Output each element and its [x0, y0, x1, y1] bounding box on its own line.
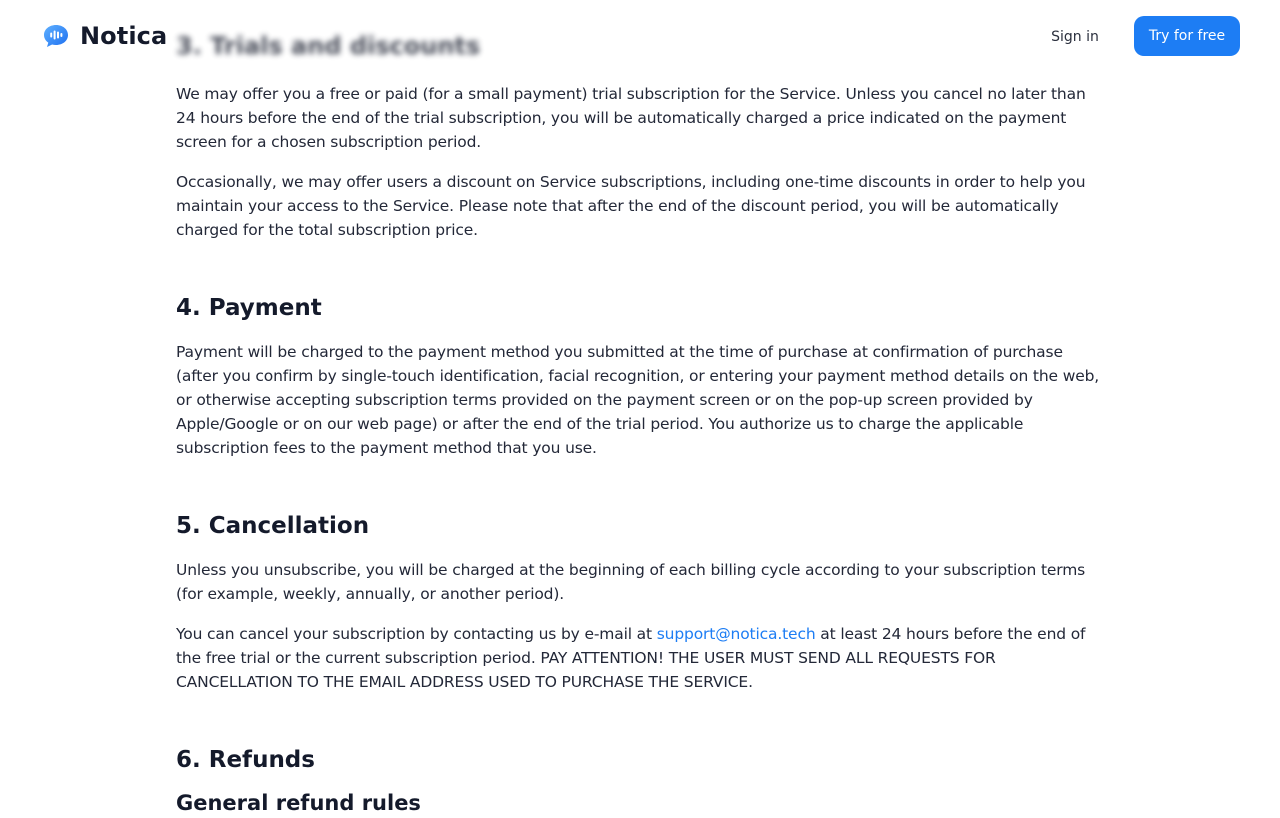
try-for-free-button[interactable]: Try for free: [1134, 16, 1240, 56]
cancellation-text-after: at least 24 hours before the end of the free trial or the current subscription period. PAY ATTENTION! THE USER MUST SEND ALL REQUESTS FOR CANCELLATION TO THE EMAIL ADDRESS USED TO PURCHASE THE SERVICE.: [176, 625, 1086, 691]
support-email-link[interactable]: support@notica.tech: [656, 625, 816, 643]
section-heading-trials: 3. Trials and discounts: [176, 32, 481, 60]
section-heading-cancellation: 5. Cancellation: [176, 513, 370, 539]
cancellation-paragraph-1: Unless you unsubscribe, you will be charged at the beginning of each billing cycle according to your subscription terms (for example, weekly, annually, or another period).: [176, 561, 1086, 603]
subheading-general-refund: General refund rules: [176, 791, 421, 815]
logo-link[interactable]: [42, 22, 167, 50]
trial-paragraph-2: Occasionally, we may offer users a discount on Service subscriptions, including one-time discounts in order to help you maintain your access to the Service. Please note that after the end of the discount period, you will be automatically charged for the total subscription price.: [176, 173, 1086, 239]
section-heading-refunds: 6. Refunds: [176, 747, 315, 773]
section-heading-payment: 4. Payment: [176, 295, 322, 321]
logo-text: Notica: [80, 22, 168, 50]
trial-paragraph-1: We may offer you a free or paid (for a small payment) trial subscription for the Service. Unless you cancel no later than 24 hours before the end of the trial subscription, you will be automatically charged a price indicated on the payment screen for a chosen subscription period.: [176, 85, 1086, 151]
cancellation-paragraph-2: [176, 622, 1106, 694]
notica-logo-icon: [42, 22, 70, 50]
payment-paragraph: Payment will be charged to the payment method you submitted at the time of purchase at confirmation of purchase (after you confirm by single-touch identification, facial recognition, or entering your payment method details on the web, or otherwise accepting subscription terms provided on the payment screen or on the pop-up screen provided by Apple/Google or on our web page) or after the end of the trial period. You authorize us to charge the applicable subscription fees to the payment method that you use.: [176, 343, 1100, 457]
site-header: [0, 0, 1280, 72]
cancellation-text-before: You can cancel your subscription by contacting us by e-mail at: [176, 625, 657, 643]
sign-in-link[interactable]: Sign in: [1051, 29, 1099, 45]
